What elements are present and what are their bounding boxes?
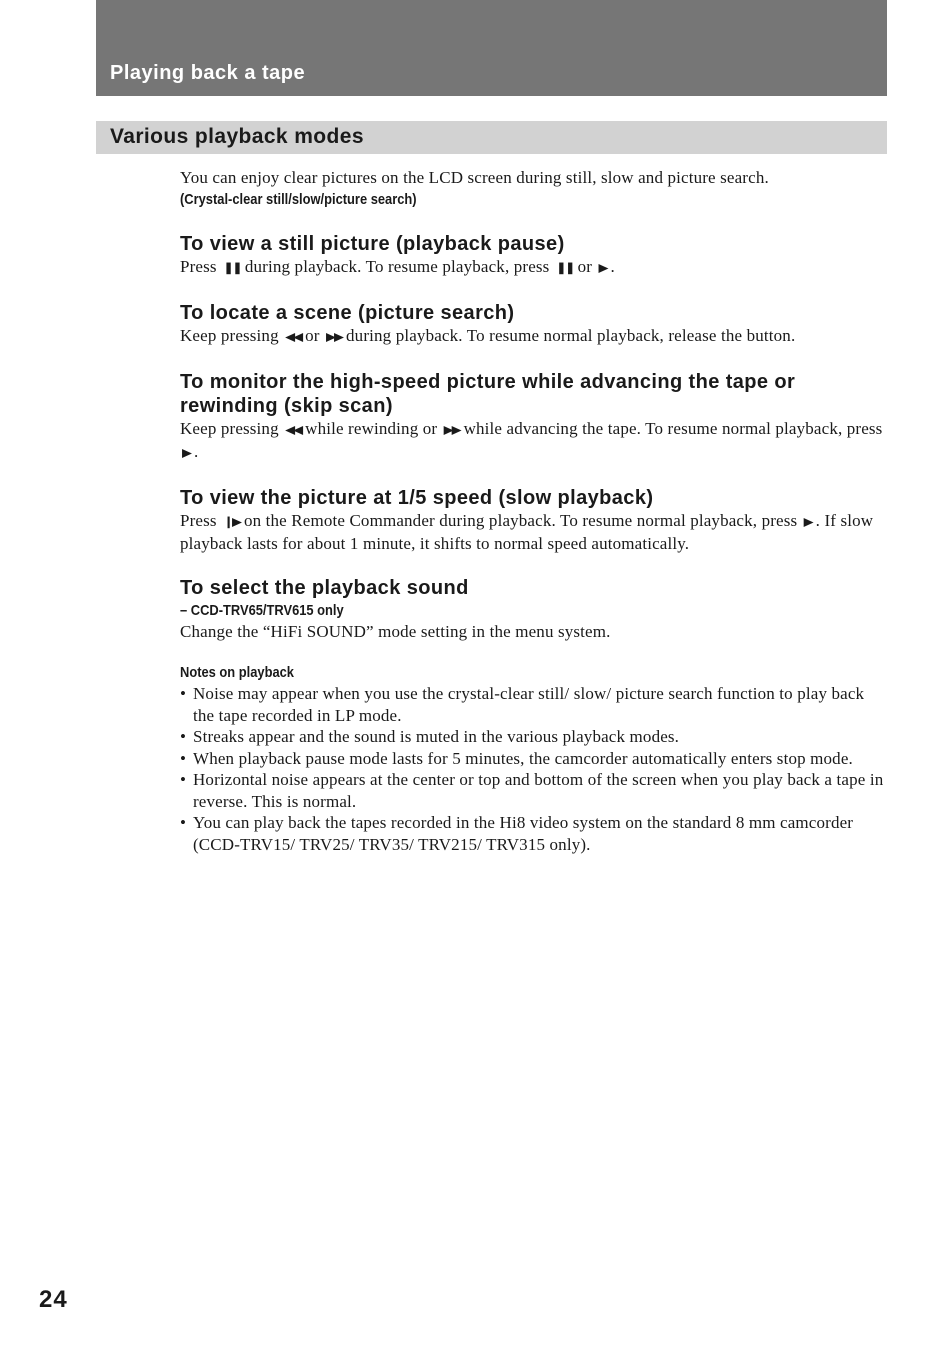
bullet: • <box>180 770 187 789</box>
skip-heading: To monitor the high-speed picture while advancing the tape or rewinding (skip scan) <box>180 370 796 417</box>
play-icon: ▶ <box>803 515 812 529</box>
rewind-icon: ◀◀ <box>285 330 302 345</box>
bullet: • <box>180 813 187 832</box>
section-bar <box>96 121 887 154</box>
intro-text: You can enjoy clear pictures on the LCD screen during still, slow and picture search. <box>180 168 769 187</box>
list-item: • Streaks appear and the sound is muted in the various playback modes. <box>180 727 680 746</box>
search-heading: To locate a scene (picture search) <box>180 302 515 324</box>
section-title: Various playback modes <box>110 125 364 148</box>
search-text: Keep pressing ◀◀ or ▶▶ during playback. To resume normal playback, release the button. <box>180 325 887 349</box>
sound-text: Change the “HiFi SOUND” mode setting in the menu system. <box>180 621 611 641</box>
bullet: • <box>180 727 187 746</box>
notes-list <box>180 683 887 855</box>
sound-models: – CCD-TRV65/TRV615 only <box>180 601 344 619</box>
skip-text: Keep pressing ◀◀ while rewinding or ▶▶ while advancing the tape. To resume normal playback, press ▶ . <box>180 418 887 465</box>
bullet: • <box>180 684 187 703</box>
pause-icon: ❚❚ <box>555 261 574 275</box>
header-bar <box>96 0 887 96</box>
page-number: 24 <box>39 1286 68 1313</box>
page-title: Playing back a tape <box>110 62 306 84</box>
list-item: • Noise may appear when you use the crystal-clear still/ slow/ picture search function to play back the tape recorded in LP mode. <box>180 684 865 725</box>
intro-note-line <box>180 189 887 210</box>
slow-icon: ❙▶ <box>223 515 240 529</box>
fast-forward-icon: ▶▶ <box>443 423 460 437</box>
list-item: • You can play back the tapes recorded in the Hi8 video system on the standard 8 mm camcorder (CCD-TRV15/ TRV25/ TRV35/ TRV215/ TRV315 only). <box>180 813 854 854</box>
notes-heading-line <box>180 662 887 683</box>
fast-forward-icon: ▶▶ <box>326 330 343 345</box>
sound-models-line <box>180 600 887 621</box>
list-item: • When playback pause mode lasts for 5 minutes, the camcorder automatically enters stop mode. <box>180 748 853 768</box>
notes-heading: Notes on playback <box>180 664 294 681</box>
bullet: • <box>180 748 187 768</box>
list-item: • Horizontal noise appears at the center or top and bottom of the screen when you play back a tape in reverse. This is normal. <box>180 770 884 811</box>
pause-icon: ❚❚ <box>223 261 241 275</box>
content <box>180 167 887 855</box>
play-icon: ▶ <box>598 261 607 275</box>
still-heading: To view a still picture (playback pause) <box>180 232 565 255</box>
slow-text: Press ❙▶ on the Remote Commander during playback. To resume normal playback, press ▶ . If slow playback lasts for about 1 minute, it shifts to normal speed automatically. <box>180 510 874 553</box>
slow-heading: To view the picture at 1/5 speed (slow playback) <box>180 486 654 509</box>
rewind-icon: ◀◀ <box>285 423 302 437</box>
sound-heading: To select the playback sound <box>180 576 469 599</box>
still-text: Press ❚❚ during playback. To resume playback, press ❚❚ or ▶ . <box>180 256 887 280</box>
intro-note: (Crystal-clear still/slow/picture search) <box>180 190 417 208</box>
play-icon: ▶ <box>182 446 190 461</box>
